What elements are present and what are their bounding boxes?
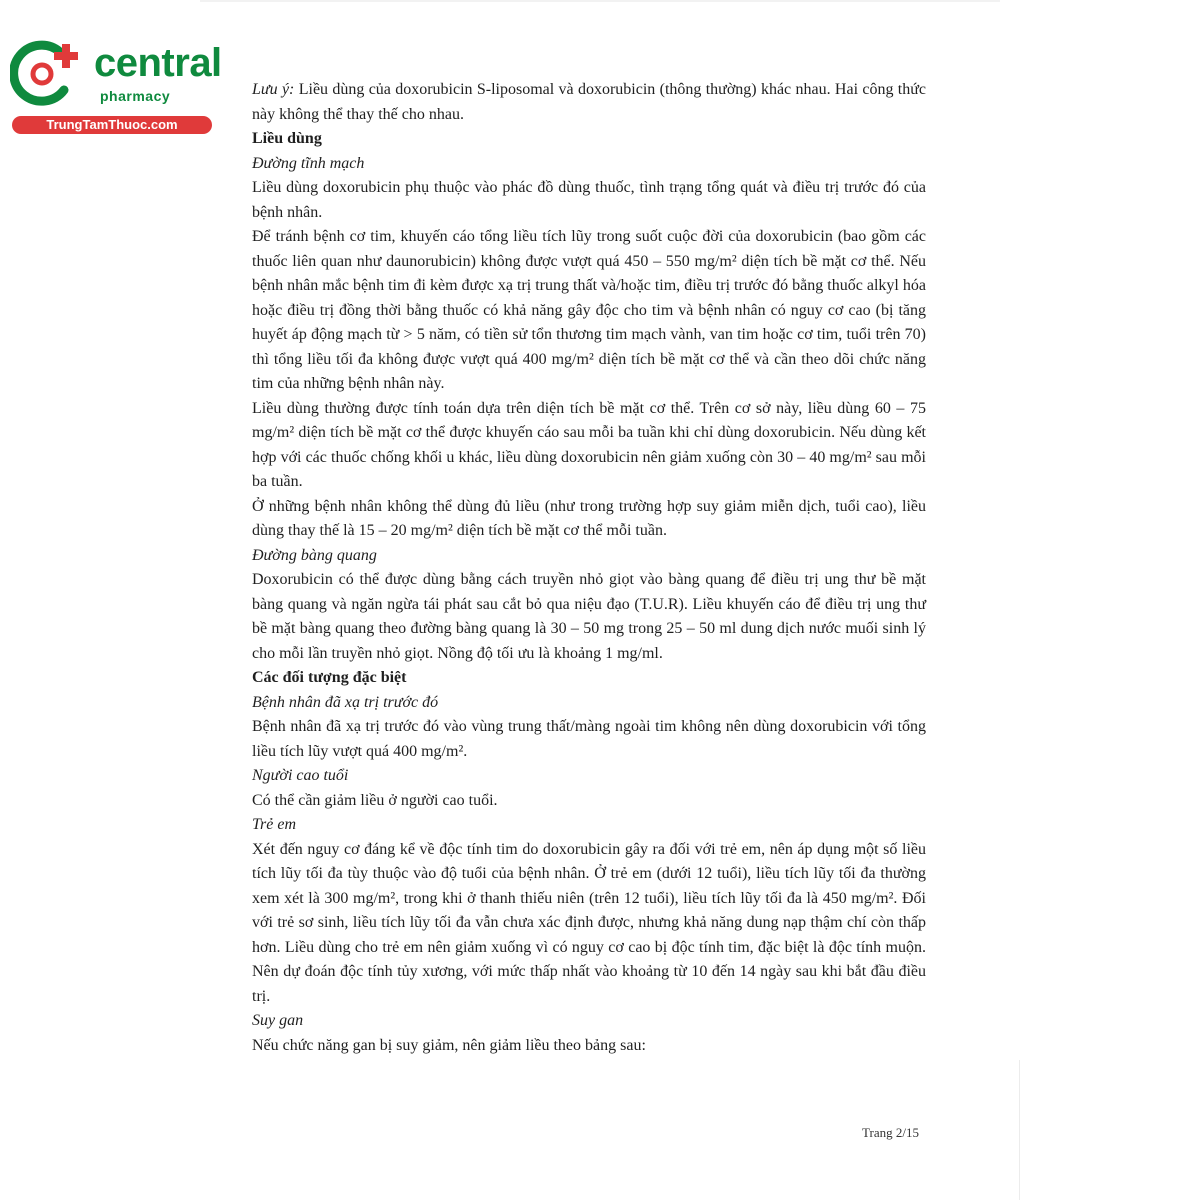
subheading-liver-failure: Suy gan: [252, 1012, 304, 1029]
brand-name: central: [94, 41, 222, 85]
heading-special-populations: Các đối tượng đặc biệt: [252, 669, 407, 686]
subheading-intravenous: Đường tĩnh mạch: [252, 154, 365, 172]
brand-logo[interactable]: [10, 38, 222, 138]
paragraph-5: Doxorubicin có thể được dùng bằng cách truyền nhỏ giọt vào bàng quang để điều trị ung thư bề mặt bàng quang và ngăn ngừa tái phát sau cắt bỏ qua niệu đạo (T.U.R). Liều khuyến cáo để điều trị ung thư bề mặt bàng quang theo đường bàng quang là 30 – 50 mg trong 25 – 50 ml dung dịch nước muối sinh lý cho mỗi lần truyền nhỏ giọt. Nồng độ tối ưu là khoảng 1 mg/ml.: [252, 571, 926, 662]
scan-edge-line: [1019, 1060, 1020, 1200]
paragraph-1: Liều dùng doxorubicin phụ thuộc vào phác đồ dùng thuốc, tình trạng tổng quát và điều trị trước đó của bệnh nhân.: [252, 179, 926, 221]
paragraph-2: Để tránh bệnh cơ tim, khuyến cáo tổng liều tích lũy trong suốt cuộc đời của doxorubicin (bao gồm các thuốc liên quan như daunorubicin) không được vượt quá 450 – 550 mg/m² diện tích bề mặt cơ thể. Nếu bệnh nhân mắc bệnh tim đi kèm được xạ trị trung thất và/hoặc tim, điều trị trước đó bằng thuốc alkyl hóa hoặc điều trị đồng thời bằng thuốc có khả năng gây độc cho tim và bệnh nhân có nguy cơ cao (bị tăng huyết áp động mạch từ > 5 năm, có tiền sử tổn thương tim mạch vành, van tim hoặc cơ tim, tuổi trên 70) thì tổng liều tối đa không được vượt quá 400 mg/m² diện tích bề mặt cơ thể và cần theo dõi chức năng tim của những bệnh nhân này.: [252, 228, 926, 392]
brand-subtitle: pharmacy: [100, 88, 171, 104]
pharmacy-cross-logo-icon: [10, 38, 88, 108]
paragraph-3: Liều dùng thường được tính toán dựa trên diện tích bề mặt cơ thể. Trên cơ sở này, liều dùng 60 – 75 mg/m² diện tích bề mặt cơ thể được khuyến cáo sau mỗi ba tuần khi chỉ dùng doxorubicin. Nếu dùng kết hợp với các thuốc chống khối u khác, liều dùng doxorubicin nên giảm xuống còn 30 – 40 mg/m² sau mỗi ba tuần.: [252, 399, 926, 490]
paragraph-7: Có thể cần giảm liều ở người cao tuổi.: [252, 791, 498, 809]
paragraph-9: Nếu chức năng gan bị suy giảm, nên giảm liều theo bảng sau:: [252, 1036, 646, 1054]
subheading-bladder: Đường bàng quang: [252, 546, 377, 564]
note-text: Liều dùng của doxorubicin S-liposomal và doxorubicin (thông thường) khác nhau. Hai công thức này không thể thay thế cho nhau.: [252, 81, 926, 123]
brand-url[interactable]: TrungTamThuoc.com: [12, 116, 212, 134]
subheading-children: Trẻ em: [252, 816, 296, 833]
heading-dosage: Liều dùng: [252, 130, 322, 147]
paragraph-8: Xét đến nguy cơ đáng kể về độc tính tim do doxorubicin gây ra đối với trẻ em, nên áp dụng một số liều tích lũy tối đa tùy thuộc vào độ tuổi của bệnh nhân. Ở trẻ em (dưới 12 tuổi), liều tích lũy tối đa thường xem xét là 300 mg/m², trong khi ở thanh thiếu niên (trên 12 tuổi), liều tích lũy tối đa là 450 mg/m². Đối với trẻ sơ sinh, liều tích lũy tối đa vẫn chưa xác định được, nhưng khả năng dung nạp thậm chí còn thấp hơn. Liều dùng cho trẻ em nên giảm xuống vì có nguy cơ cao bị độc tính tim, đặc biệt là độc tính muộn. Nên dự đoán độc tính tủy xương, với mức thấp nhất vào khoảng từ 10 đến 14 ngày sau khi bắt đầu điều trị.: [252, 840, 926, 1005]
paragraph-6: Bệnh nhân đã xạ trị trước đó vào vùng trung thất/màng ngoài tim không nên dùng doxorubicin với tổng liều tích lũy vượt quá 400 mg/m².: [252, 718, 926, 760]
document-body: [252, 78, 926, 1058]
subheading-prior-radiotherapy: Bệnh nhân đã xạ trị trước đó: [252, 693, 439, 711]
paragraph-4: Ở những bệnh nhân không thể dùng đủ liều (như trong trường hợp suy giảm miễn dịch, tuổi cao), liều dùng thay thế là 15 – 20 mg/m² diện tích bề mặt cơ thể mỗi tuần.: [252, 497, 926, 539]
top-edge-mark: [200, 0, 1000, 2]
note-label: Lưu ý:: [252, 81, 295, 98]
page-number: Trang 2/15: [862, 1125, 919, 1140]
subheading-elderly: Người cao tuổi: [252, 767, 349, 784]
note-paragraph: [252, 78, 926, 127]
